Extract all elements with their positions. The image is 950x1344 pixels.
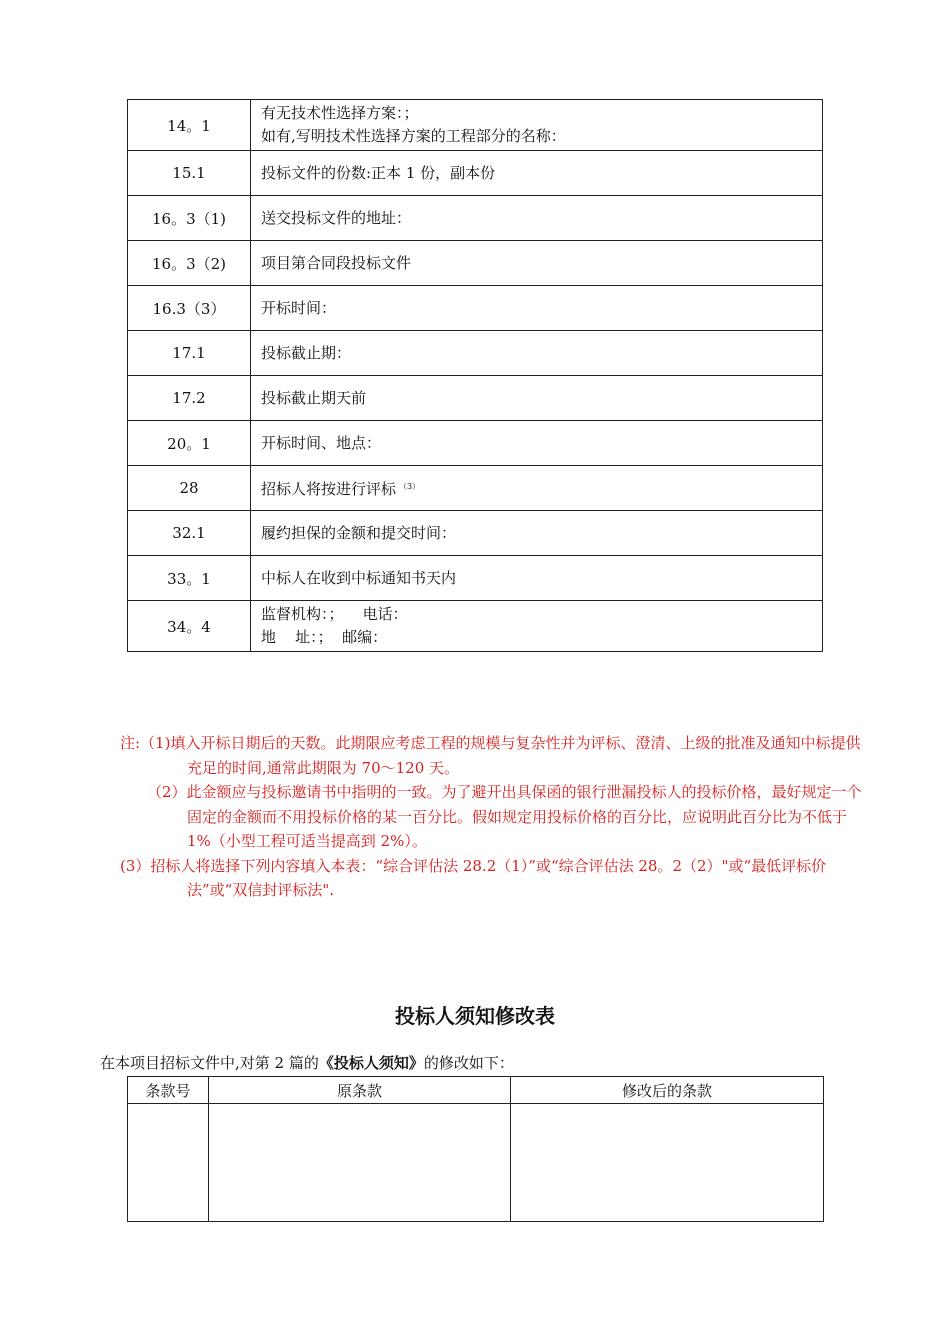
clause-content: 送交投标文件的地址：	[251, 196, 823, 241]
clause-content: 投标文件的份数:正本 1 份，副本份	[251, 151, 823, 196]
clause-content: 投标截止期：	[251, 331, 823, 376]
clause-content: 履约担保的金额和提交时间：	[251, 511, 823, 556]
clause-number: 17.2	[128, 376, 251, 421]
clause-number: 15.1	[128, 151, 251, 196]
content-line: 有无技术性选择方案：；	[261, 104, 419, 122]
clause-content: 投标截止期天前	[251, 376, 823, 421]
table-row	[128, 376, 823, 421]
table-row	[128, 196, 823, 241]
clause-number: 33。1	[128, 556, 251, 601]
intro-doc-name: 《投标人须知》	[318, 1054, 424, 1072]
table-row	[128, 331, 823, 376]
table-row	[128, 601, 823, 652]
note-2: （2）此金额应与投标邀请书中指明的一致。为了避开出具保函的银行泄漏投标人的投标价格，最好规定一个固定的金额而不用投标价格的某一百分比。假如规定用投标价格的百分比，应说明此百分比为不低于 1%（小型工程可适当提高到 2%）。	[147, 783, 862, 850]
intro-suffix: 的修改如下：	[423, 1054, 514, 1072]
column-header-clause: 条款号	[128, 1077, 209, 1104]
bid-data-table	[127, 99, 823, 652]
clause-content	[251, 466, 823, 511]
clause-number: 28	[128, 466, 251, 511]
table-row	[128, 1104, 824, 1222]
content-line: 监督机构：； 电话：	[261, 605, 408, 623]
section-title: 投标人须知修改表	[395, 1004, 555, 1028]
note-3: (3）招标人将选择下列内容填入本表：“综合评估法 28.2（1）”或“综合评估法 28。2（2）"或“最低评标价法”或“双信封评标法".	[120, 856, 827, 899]
empty-cell	[209, 1104, 511, 1222]
table-row	[128, 556, 823, 601]
table-row	[128, 511, 823, 556]
footnotes	[120, 731, 865, 903]
content-line: 地 址：； 邮编：	[261, 628, 388, 646]
table-row	[128, 241, 823, 286]
clause-number: 32.1	[128, 511, 251, 556]
empty-cell	[128, 1104, 209, 1222]
table-row	[128, 421, 823, 466]
column-header-modified: 修改后的条款	[511, 1077, 824, 1104]
clause-number: 16。3（1)	[128, 196, 251, 241]
column-header-original: 原条款	[209, 1077, 511, 1104]
clause-content: 中标人在收到中标通知书天内	[251, 556, 823, 601]
modification-table	[127, 1076, 824, 1222]
table-row	[128, 151, 823, 196]
clause-content: 开标时间：	[251, 286, 823, 331]
content-line: 如有,写明技术性选择方案的工程部分的名称：	[261, 127, 566, 145]
clause-number: 34。4	[128, 601, 251, 652]
clause-number: 20。1	[128, 421, 251, 466]
table-header-row	[128, 1077, 824, 1104]
clause-number: 17.1	[128, 331, 251, 376]
clause-number: 14。1	[128, 100, 251, 151]
intro-prefix: 在本项目招标文件中,对第 2 篇的	[100, 1054, 319, 1072]
table-row	[128, 286, 823, 331]
clause-content: 开标时间、地点：	[251, 421, 823, 466]
clause-number: 16.3（3）	[128, 286, 251, 331]
clause-content	[251, 100, 823, 151]
clause-number: 16。3（2)	[128, 241, 251, 286]
note-1: 注:（1)填入开标日期后的天数。此期限应考虑工程的规模与复杂性并为评标、澄清、上级的批准及通知中标提供充足的时间,通常此期限为 70～120 天。	[120, 734, 861, 777]
content-text: 招标人将按进行评标	[261, 480, 397, 498]
footnote-marker: （3）	[399, 482, 421, 491]
clause-content: 项目第合同段投标文件	[251, 241, 823, 286]
empty-cell	[511, 1104, 824, 1222]
clause-content	[251, 601, 823, 652]
intro-text	[100, 1052, 514, 1073]
table-row	[128, 100, 823, 151]
table-row	[128, 466, 823, 511]
